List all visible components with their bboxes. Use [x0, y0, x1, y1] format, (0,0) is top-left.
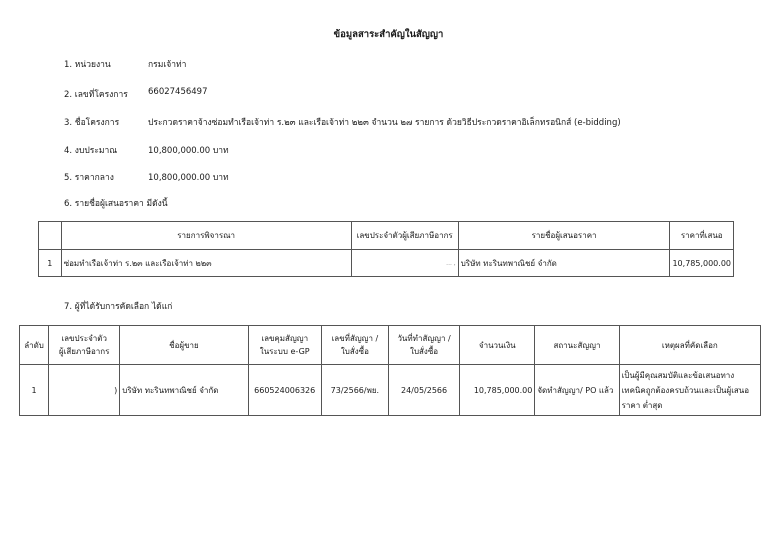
info-label: 5. ราคากลาง — [64, 173, 114, 183]
selected-table — [19, 325, 761, 416]
control-number-cell: 660524006326 — [248, 365, 321, 416]
tax-id-cell: ... , — [351, 250, 458, 277]
info-project-name — [64, 115, 621, 129]
page-title: ข้อมูลสาระสำคัญในสัญญา — [333, 29, 444, 40]
seller-cell: บริษัท ทะรินทพาณิชย์ จำกัด — [120, 365, 248, 416]
info-budget — [64, 143, 229, 157]
column-header: เลขคุมสัญญา ในระบบ e-GP — [248, 326, 321, 365]
section6-heading: 6. รายชื่อผู้เสนอราคา มีดังนี้ — [64, 199, 168, 209]
bidders-table — [38, 221, 734, 277]
status-cell: จัดทำสัญญา/ PO แล้ว — [535, 365, 619, 416]
amount-cell: 10,785,000.00 — [460, 365, 535, 416]
section7-heading: 7. ผู้ที่ได้รับการคัดเลือก ได้แก่ — [64, 302, 173, 312]
column-header: ราคาที่เสนอ — [670, 222, 734, 250]
column-header: วันที่ทำสัญญา / ใบสั่งซื้อ — [388, 326, 459, 365]
column-header: เลขประจำตัวผู้เสียภาษีอากร — [351, 222, 458, 250]
info-label: 4. งบประมาณ — [64, 146, 118, 156]
column-header: สถานะสัญญา — [535, 326, 619, 365]
info-value: 10,800,000.00 บาท — [148, 173, 229, 183]
table-header-row — [20, 326, 761, 365]
contract-number-cell: 73/2566/พย. — [321, 365, 388, 416]
table-row — [39, 250, 734, 277]
info-label: 2. เลขที่โครงการ — [64, 90, 128, 100]
info-value: 66027456497 — [148, 87, 208, 97]
column-header: รายชื่อผู้เสนอราคา — [458, 222, 670, 250]
info-project-number — [64, 87, 208, 101]
bidder-cell: บริษัท ทะรินทพาณิชย์ จำกัด — [458, 250, 670, 277]
table-row — [20, 365, 761, 416]
column-header: จำนวนเงิน — [460, 326, 535, 365]
column-header: เหตุผลที่คัดเลือก — [619, 326, 760, 365]
info-agency — [64, 57, 186, 71]
price-cell: 10,785,000.00 — [670, 250, 734, 277]
column-header: ลำดับ — [20, 326, 49, 365]
column-header: รายการพิจารณา — [61, 222, 351, 250]
info-value: กรมเจ้าท่า — [148, 60, 187, 70]
column-header: เลขที่สัญญา / ใบสั่งซื้อ — [321, 326, 388, 365]
column-header — [39, 222, 62, 250]
info-label: 3. ชื่อโครงการ — [64, 118, 120, 128]
info-label: 1. หน่วยงาน — [64, 60, 111, 70]
column-header: ชื่อผู้ขาย — [120, 326, 248, 365]
item-cell: ซ่อมทำเรือเจ้าท่า ร.๒๓ และเรือเจ้าท่า ๒๒๓ — [61, 250, 351, 277]
row-number: 1 — [39, 250, 62, 277]
info-value: ประกวดราคาจ้างซ่อมทำเรือเจ้าท่า ร.๒๓ และเรือเจ้าท่า ๒๒๓ จำนวน ๒๗ รายการ ด้วยวิธีประกวดราคาอิเล็กทรอนิกส์ (e-bidding) — [148, 118, 621, 128]
reason-cell: เป็นผู้มีคุณสมบัติและข้อเสนอทางเทคนิคถูกต้องครบถ้วนและเป็นผู้เสนอราคา ต่ำสุด — [619, 365, 760, 416]
info-median-price — [64, 170, 229, 184]
tax-id-cell: ) — [49, 365, 120, 416]
contract-date-cell: 24/05/2566 — [388, 365, 459, 416]
column-header: เลขประจำตัว ผู้เสียภาษีอากร — [49, 326, 120, 365]
table-header-row — [39, 222, 734, 250]
row-number: 1 — [20, 365, 49, 416]
info-value: 10,800,000.00 บาท — [148, 146, 229, 156]
